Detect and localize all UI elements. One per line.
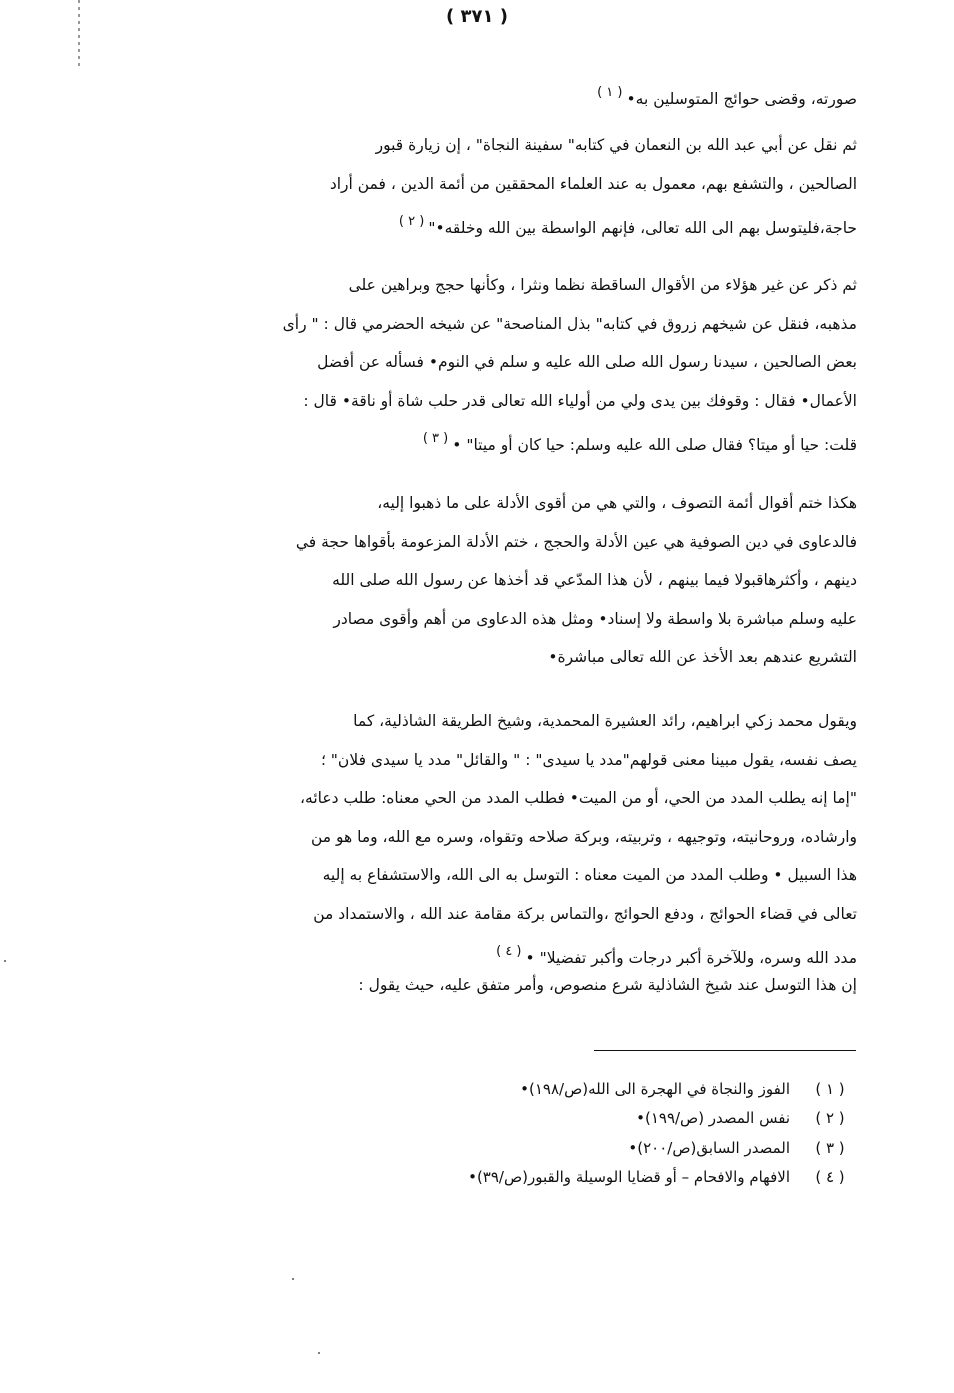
paragraph-1: [160, 126, 857, 248]
text-line: هذا السبيل • وطلب المدد من الميت معناه : التوسل به الى الله، والاستشفاع به إليه: [322, 866, 857, 884]
footnote-separator: [594, 1050, 856, 1051]
text-line: هكذا ختم أقوال أئمة التصوف ، والتي هي من أقوى الأدلة على ما ذهبوا إليه،: [377, 494, 857, 512]
scan-speck: [318, 1352, 320, 1354]
paragraph-4: [160, 702, 857, 978]
footnote-number: ( ١ ): [815, 1079, 845, 1098]
text-line: تعالى في قضاء الحوائج ، ودفع الحوائج ،والتماس بركة مقامة عند الله ، والاستمداد من: [313, 904, 857, 923]
text-line: بعض الصالحين ، سيدنا رسول الله صلى الله عليه و سلم في النوم• فسأله عن أفضل: [317, 353, 857, 371]
footnote-number: ( ٣ ): [815, 1138, 845, 1157]
footnote-number: ( ٢ ): [815, 1109, 845, 1128]
text-line: [160, 203, 857, 248]
paragraph-5: [160, 966, 857, 1005]
line-text: قلت: حيا أو ميتا؟ فقال صلى الله عليه وسلم: حيا كان أو ميتا" •: [452, 436, 857, 454]
paragraph-3: [160, 484, 857, 677]
text-line: الصالحين ، والتشفع بهم، معمول به عند العلماء المحققين من أئمة الدين ، فمن أراد: [329, 174, 857, 193]
page-number: ( ٣٧١ ): [446, 6, 508, 27]
footnote-reference: ( ٢ ): [398, 214, 425, 229]
footnote-row: [380, 1133, 856, 1163]
line-text: صورته، وقضى حوائج المتوسلين به•: [626, 90, 857, 108]
text-line: [160, 420, 857, 465]
footnote-row: [380, 1074, 856, 1104]
paragraph-2: [160, 266, 857, 465]
text-line: [160, 74, 857, 119]
text-line: "إما إنه يطلب المدد من الحي، أو من الميت• فطلب المدد من الحي معناه: طلب دعائه،: [300, 789, 857, 807]
footnote-row: [380, 1163, 856, 1193]
text-line: ثم نقل عن أبي عبد الله بن النعمان في كتابه" سفينة النجاة" ، إن زيارة قبور: [375, 136, 857, 154]
footnote-number: ( ٤ ): [815, 1168, 845, 1187]
scan-speck: [292, 1278, 294, 1280]
text-line: ويقول محمد زكي ابراهيم، رائد العشيرة المحمدية، وشيخ الطريقة الشاذلية، كما: [353, 712, 857, 730]
text-line: الأعمال• فقال : وقوفك بين يدى ولي من أولياء الله تعالى قدر حلب شاة أو ناقة• قال :: [303, 391, 857, 410]
text-line: مذهبه، فنقل عن شيخهم زروق في كتابه" بذل المناصحة" عن شيخه الحضرمي قال : " رأى: [282, 314, 857, 333]
footnote-text: الفوز والنجاة في الهجرة الى الله(ص/١٩٨)•: [520, 1079, 790, 1098]
footnote-reference: ( ١ ): [597, 85, 623, 100]
text-line: التشريع عندهم بعد الأخذ عن الله تعالى مباشرة•: [548, 648, 857, 666]
text-line: فالدعاوى في دين الصوفية هي عين الأدلة والحجج ، ختم الأدلة المزعومة بأقواها حجة في: [295, 532, 857, 551]
footnote-row: [380, 1104, 856, 1134]
footnote-text: نفس المصدر (ص/١٩٩)•: [636, 1109, 790, 1128]
footnotes: [380, 1074, 856, 1192]
text-line: وارشاده، وروحانيته، وتوجيهه ، وتربيته، وبركة صلاحه وتقواه، وسره مع الله، وما هو من: [310, 827, 857, 846]
line-text: مدد الله وسره، وللآخرة أكبر درجات وأكبر تفضيلا" •: [525, 949, 857, 967]
text-line: ثم ذكر عن غير هؤلاء من الأقوال الساقطة نظما ونثرا ، وكأنها حجج وبراهين على: [348, 276, 857, 294]
text-line: عليه وسلم مباشرة بلا واسطة ولا إسناد• ومثل هذه الدعاوى من أهم وأقوى مصادر: [333, 609, 857, 628]
text-line: دينهم ، وأكثرهاقبولا فيما بينهم ، لأن هذا المدّعي قد أخذها عن رسول الله صلى الله: [332, 571, 857, 589]
paragraph-0: [160, 74, 857, 119]
text-line: يصف نفسه، يقول مبينا معنى قولهم"مدد يا سيدى" : " والقائل" مدد يا سيدى فلان" ؛: [320, 750, 857, 769]
footnote-text: المصدر السابق(ص/٢٠٠)•: [628, 1138, 790, 1157]
footnote-text: الافهام والافحام – أو قضايا الوسيلة والقبور(ص/٣٩)•: [468, 1168, 790, 1187]
line-text: حاجة،فليتوسل بهم الى الله تعالى، فإنهم الواسطة بين الله وخلقه•": [428, 219, 857, 237]
footnote-reference: ( ٤ ): [496, 944, 522, 959]
scan-speck: [4, 960, 6, 962]
footnote-reference: ( ٣ ): [422, 431, 449, 446]
text-line: إن هذا التوسل عند شيخ الشاذلية شرع منصوص، وأمر متفق عليه، حيث يقول :: [358, 976, 857, 994]
